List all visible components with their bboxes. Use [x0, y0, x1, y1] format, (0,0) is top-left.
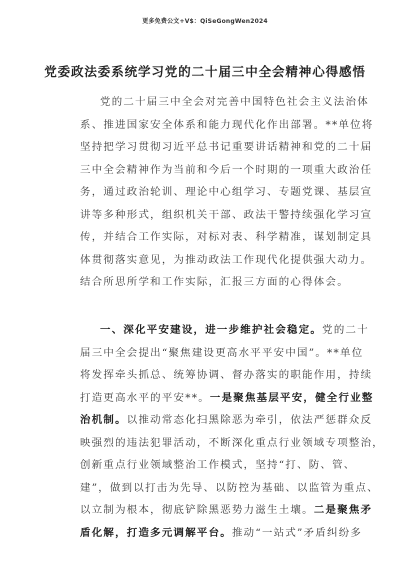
text-line: 体贯彻落实意见，为推动政法工作现代化提供强大动力。	[80, 253, 373, 266]
text-line	[80, 387, 374, 410]
text-run: 打造更高水平的平安**。	[80, 391, 210, 404]
document-title: 党委政法委系统学习党的二十届三中全会精神心得感悟	[44, 64, 366, 79]
text-line: 创新重点行业领域整治工作模式，坚持“打、防、管、	[80, 459, 356, 471]
text-line	[80, 522, 363, 545]
subheading-two-cont: 盾化解，打造多元调解平台。	[80, 526, 232, 539]
paragraph-intro	[80, 91, 374, 294]
text-line: 将发挥牵头抓总、统筹协调、督办落实的职能作用，持续	[80, 369, 373, 381]
text-run: 以推动常态化扫黑除恶为牵引，依法严惩群众反	[126, 414, 373, 426]
text-line: 届三中全会提出“聚焦建设更高水平平安中国”。**单位	[80, 346, 364, 359]
paragraph-section-one	[80, 319, 384, 544]
text-run: 推动“一站式”矛盾纠纷多	[231, 526, 363, 539]
text-line: 三中全会精神作为当前和今后一个时期的一项重大政治任	[80, 163, 373, 176]
text-run: 党的二十	[322, 324, 369, 336]
text-line: 映强烈的违法犯罪活动，不断深化重点行业领域专项整治，	[80, 436, 384, 449]
text-line: 讲等多种形式，组织机关干部、政法干警持续强化学习宣	[80, 208, 373, 221]
text-line: 传，并结合工作实际，对标对表、科学精准，谋划制定具	[80, 231, 373, 243]
subheading-one-cont: 治机制。	[80, 414, 127, 426]
text-line	[80, 499, 373, 522]
text-line: 结合所思所学和工作实际，汇报三方面的心得体会。	[80, 276, 349, 288]
text-line	[80, 319, 369, 342]
text-line	[80, 409, 373, 432]
subheading-two: 二是聚焦矛	[313, 504, 373, 516]
section-heading: 一、深化平安建设，进一步维护社会稳定。	[100, 324, 323, 336]
text-run: 以立制为根本，彻底铲除黑恶势力滋生土壤。	[80, 504, 314, 516]
header-note: 更多免费公文+V$：QiSeGongWen2024	[142, 18, 268, 25]
text-line: 务，通过政治轮训、理论中心组学习、专题党课、基层宣	[80, 186, 373, 198]
text-line: 建”，做到以打击为先导、以防控为基础、以监管为重点、	[80, 481, 379, 494]
text-line: 坚持把学习贯彻习近平总书记重要讲话精神和党的二十届	[80, 141, 373, 153]
text-line: 党的二十届三中全会对完善中国特色社会主义法治体	[100, 96, 369, 108]
text-line: 系、推进国家安全体系和能力现代化作出部署。**单位将	[80, 118, 374, 131]
subheading-one: 一是聚焦基层平安，健全行业整	[209, 391, 374, 404]
